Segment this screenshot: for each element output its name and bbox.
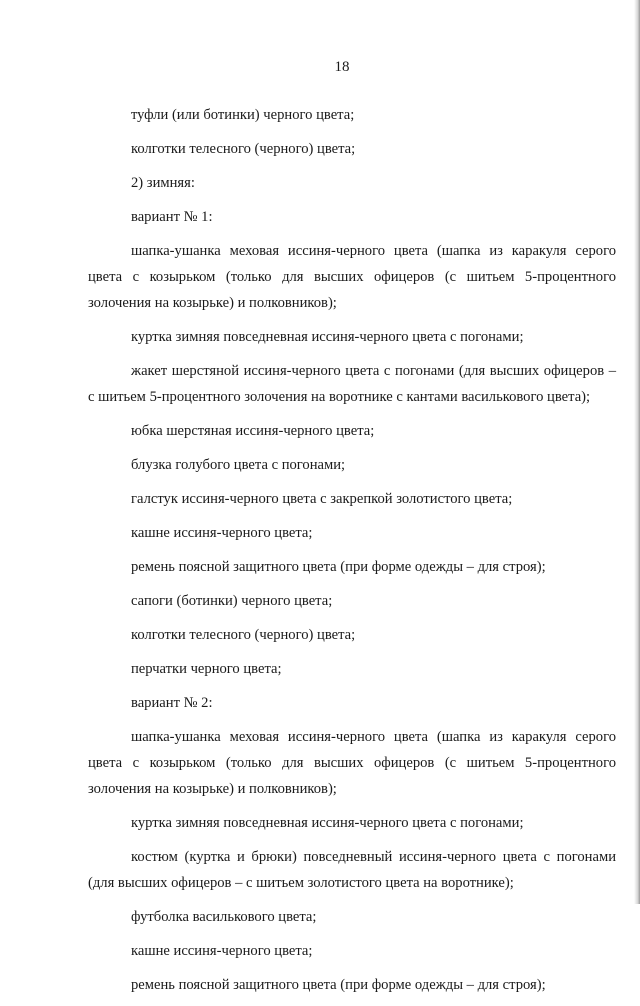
list-item-shoes: туфли (или ботинки) черного цвета; [131,107,355,123]
list-item-belt: ремень поясной защитного цвета (при форме одежды – для строя); [131,559,546,575]
list-item-suit: костюм (куртка и брюки) повседневный иссиня-черного цвета с погонами (для высших офицеров – с шитьем золотистого цвета на воротнике); [88,849,616,891]
list-item-skirt: юбка шерстяная иссиня-черного цвета; [131,423,375,439]
list-item-t-shirt: футболка василькового цвета; [131,909,317,925]
list-item-tights: колготки телесного (черного) цвета; [131,141,356,157]
list-item-winter-jacket: куртка зимняя повседневная иссиня-черного цвета с погонами; [131,815,524,831]
list-item-wool-jacket: жакет шерстяной иссиня-черного цвета с погонами (для высших офицеров – с шитьем 5-процентного золочения на воротнике с кантами василькового цвета); [88,363,616,405]
variant-heading-1: вариант № 1: [131,209,213,225]
list-item-fur-hat: шапка-ушанка меховая иссиня-черного цвета (шапка из каракуля серого цвета с козырьком (только для высших офицеров (с шитьем 5-процентного золочения на козырьке) и полковников); [88,243,616,311]
document-body [88,102,616,1006]
list-item-gloves: перчатки черного цвета; [131,661,282,677]
list-item-scarf: кашне иссиня-черного цвета; [131,525,313,541]
list-item-scarf: кашне иссиня-черного цвета; [131,943,313,959]
list-item-tights: колготки телесного (черного) цвета; [131,627,356,643]
scan-edge-shadow [634,0,640,904]
variant-heading-2: вариант № 2: [131,695,213,711]
list-item-belt: ремень поясной защитного цвета (при форме одежды – для строя); [131,977,546,993]
list-item-tie: галстук иссиня-черного цвета с закрепкой золотистого цвета; [131,491,513,507]
page-number: 18 [334,59,350,75]
list-item-winter-jacket: куртка зимняя повседневная иссиня-черного цвета с погонами; [131,329,524,345]
list-item-boots: сапоги (ботинки) черного цвета; [131,593,333,609]
list-item-blouse: блузка голубого цвета с погонами; [131,457,346,473]
list-item-fur-hat: шапка-ушанка меховая иссиня-черного цвета (шапка из каракуля серого цвета с козырьком (только для высших офицеров (с шитьем 5-процентного золочения на козырьке) и полковников); [88,729,616,797]
section-heading-winter: 2) зимняя: [131,175,195,191]
